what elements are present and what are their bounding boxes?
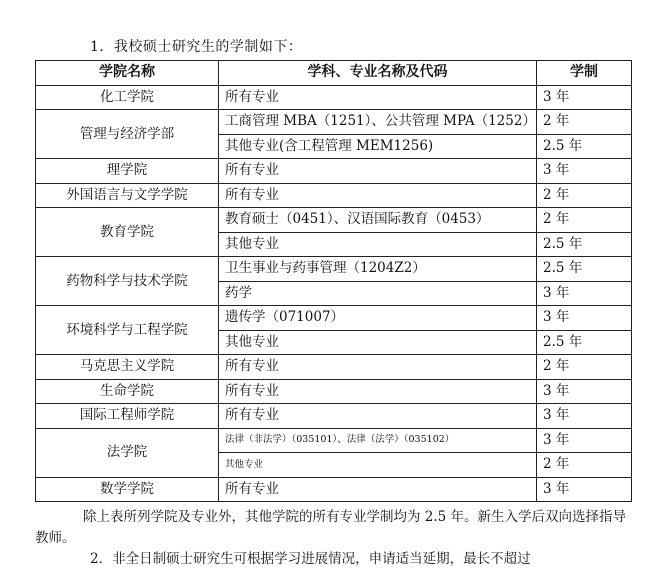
college-name: 国际工程师学院 [36,404,219,429]
major-name: 其他专业 [219,453,537,478]
duration-value: 3 年 [537,281,632,306]
college-name: 管理与经济学部 [36,110,219,159]
table-row [36,257,632,282]
table-row [36,85,632,110]
duration-value: 2 年 [537,183,632,208]
header-college: 学院名称 [36,61,219,86]
major-name: 其他专业 [219,232,537,257]
college-name: 数学学院 [36,477,219,502]
table-row [36,355,632,380]
major-name: 所有专业 [219,355,537,380]
table-row [36,477,632,502]
duration-value: 3 年 [537,379,632,404]
duration-value: 3 年 [537,404,632,429]
table-row [36,110,632,135]
major-name: 其他专业 [219,330,537,355]
college-name: 药物科学与技术学院 [36,257,219,306]
duration-value: 2 年 [537,453,632,478]
major-name: 其他专业(含工程管理 MEM1256) [219,134,537,159]
college-name: 环境科学与工程学院 [36,306,219,355]
major-name: 所有专业 [219,379,537,404]
table-row [36,428,632,453]
intro-heading: 1．我校硕士研究生的学制如下： [90,39,303,55]
major-name: 教育硕士（0451）、汉语国际教育（0453） [219,208,537,233]
major-name: 药学 [219,281,537,306]
duration-value: 2.5 年 [537,257,632,282]
duration-value: 2 年 [537,110,632,135]
table-row [36,306,632,331]
duration-value: 2.5 年 [537,330,632,355]
table-row [36,404,632,429]
major-name: 所有专业 [219,404,537,429]
header-duration: 学制 [537,61,632,86]
major-name: 所有专业 [219,477,537,502]
note-paragraph: 除上表所列学院及专业外，其他学院的所有专业学制均为 2.5 年。新生入学后双向选择指导教师。 [35,509,627,546]
major-name: 法律（非法学）（035101）、法律（法学）（035102） [219,428,537,453]
table-row [36,379,632,404]
major-name: 工商管理 MBA（1251）、公共管理 MPA（1252） [219,110,537,135]
major-name: 所有专业 [219,85,537,110]
duration-value: 3 年 [537,477,632,502]
table-row [36,159,632,184]
duration-value: 2 年 [537,208,632,233]
college-name: 法学院 [36,428,219,477]
duration-value: 3 年 [537,428,632,453]
major-name: 遗传学（071007） [219,306,537,331]
college-name: 教育学院 [36,208,219,257]
duration-value: 3 年 [537,306,632,331]
duration-value: 2 年 [537,355,632,380]
major-name: 所有专业 [219,183,537,208]
table-header-row [36,61,632,86]
college-name: 外国语言与文学学院 [36,183,219,208]
major-name: 卫生事业与药事管理（1204Z2） [219,257,537,282]
duration-value: 3 年 [537,159,632,184]
duration-value: 3 年 [537,85,632,110]
header-major: 学科、专业名称及代码 [219,61,537,86]
college-name: 理学院 [36,159,219,184]
table-row [36,183,632,208]
section-2-paragraph: 2．非全日制硕士研究生可根据学习进展情况，申请适当延期，最长不超过 [90,551,531,567]
college-name: 马克思主义学院 [36,355,219,380]
duration-value: 2.5 年 [537,134,632,159]
duration-value: 2.5 年 [537,232,632,257]
college-name: 化工学院 [36,85,219,110]
program-duration-table [35,60,632,502]
major-name: 所有专业 [219,159,537,184]
college-name: 生命学院 [36,379,219,404]
table-row [36,208,632,233]
table-body [36,85,632,502]
